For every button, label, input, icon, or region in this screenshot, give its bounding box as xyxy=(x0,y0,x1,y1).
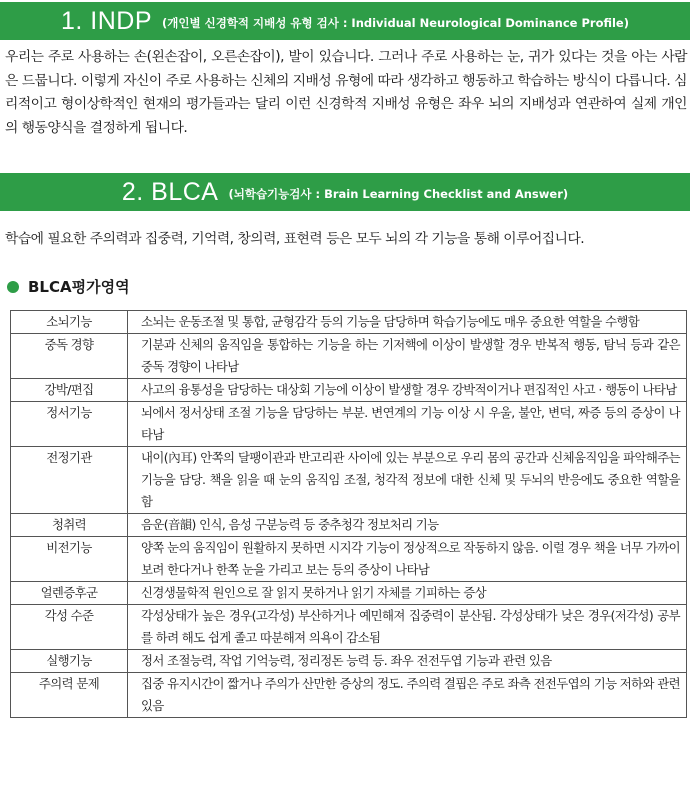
row-label: 주의력 문제 xyxy=(11,673,128,718)
evaluation-table xyxy=(10,310,687,718)
row-description: 신경생물학적 원인으로 잘 읽지 못하거나 읽기 자체를 기피하는 증상 xyxy=(128,582,687,605)
row-label: 강박/편집 xyxy=(11,379,128,402)
evaluation-heading-text: BLCA평가영역 xyxy=(28,278,130,296)
table-row xyxy=(11,334,687,379)
section-2-banner xyxy=(0,173,690,211)
row-label: 청취력 xyxy=(11,514,128,537)
row-description: 정서 조절능력, 작업 기억능력, 정리정돈 능력 등. 좌우 전전두엽 기능과 관련 있음 xyxy=(128,650,687,673)
table-row xyxy=(11,673,687,718)
section-2-subtitle: (뇌학습기능검사 : Brain Learning Checklist and Answer) xyxy=(228,187,569,201)
table-row xyxy=(11,605,687,650)
section-1-title: 1. INDP xyxy=(60,6,153,35)
table-row xyxy=(11,537,687,582)
section-2-paragraph: 학습에 필요한 주의력과 집중력, 기억력, 창의력, 표현력 등은 모두 뇌의 각 기능을 통해 이루어집니다. xyxy=(5,231,585,247)
row-description: 사고의 융통성을 담당하는 대상회 기능에 이상이 발생할 경우 강박적이거나 편집적인 사고 · 행동이 나타남 xyxy=(128,379,687,402)
row-description: 뇌에서 정서상태 조절 기능을 담당하는 부분. 변연계의 기능 이상 시 우울, 불안, 변덕, 짜증 등의 증상이 나타남 xyxy=(128,402,687,447)
table-row xyxy=(11,379,687,402)
row-description: 집중 유지시간이 짧거나 주의가 산만한 증상의 정도. 주의력 결핍은 주로 좌측 전전두엽의 기능 저하와 관련 있음 xyxy=(128,673,687,718)
row-description: 각성상태가 높은 경우(고각성) 부산하거나 예민해져 집중력이 분산됨. 각성상태가 낮은 경우(저각성) 공부를 하려 해도 쉽게 졸고 따분해져 의욕이 감소됨 xyxy=(128,605,687,650)
row-label: 전정기관 xyxy=(11,447,128,514)
section-1-banner xyxy=(0,2,690,40)
section-1-subtitle: (개인별 신경학적 지배성 유형 검사 : Individual Neurological Dominance Profile) xyxy=(162,16,629,30)
row-label: 소뇌기능 xyxy=(11,311,128,334)
row-label: 실행기능 xyxy=(11,650,128,673)
row-label: 각성 수준 xyxy=(11,605,128,650)
table-row xyxy=(11,447,687,514)
bullet-dot-icon xyxy=(7,281,19,293)
row-description: 내이(內耳) 안쪽의 달팽이관과 반고리관 사이에 있는 부분으로 우리 몸의 공간과 신체움직임을 파악해주는 기능을 담당. 책을 읽을 때 눈의 움직임 조절, 청각적 정보에 대한 신체 및 두뇌의 반응에도 중요한 역할을 함 xyxy=(128,447,687,514)
row-label: 얼렌증후군 xyxy=(11,582,128,605)
evaluation-heading xyxy=(7,276,130,297)
row-label: 중독 경향 xyxy=(11,334,128,379)
section-1-paragraph: 우리는 주로 사용하는 손(왼손잡이, 오른손잡이), 발이 있습니다. 그러나 주로 사용하는 눈, 귀가 있다는 것을 아는 사람은 드뭅니다. 이렇게 자신이 주로 사용하는 신체의 지배성 유형에 따라 생각하고 행동하고 학습하는 방식이 다릅니다. 심리적이고 형이상학적인 현재의 평가들과는 달리 이런 신경학적 지배성 유형은 좌우 뇌의 지배성과 연관하여 실제 개인의 행동양식을 결정하게 됩니다. xyxy=(5,49,687,136)
row-description: 음운(音韻) 인식, 음성 구분능력 등 중추청각 정보처리 기능 xyxy=(128,514,687,537)
row-label: 비전기능 xyxy=(11,537,128,582)
row-description: 소뇌는 운동조절 및 통합, 균형감각 등의 기능을 담당하며 학습기능에도 매우 중요한 역할을 수행함 xyxy=(128,311,687,334)
table-row xyxy=(11,582,687,605)
row-label: 정서기능 xyxy=(11,402,128,447)
table-row xyxy=(11,650,687,673)
table-row xyxy=(11,402,687,447)
section-2-title: 2. BLCA xyxy=(121,177,219,206)
row-description: 양쪽 눈의 움직임이 원활하지 못하면 시지각 기능이 정상적으로 작동하지 않음. 이럴 경우 책을 너무 가까이 보려 한다거나 한쪽 눈을 가리고 보는 등의 증상이 나타남 xyxy=(128,537,687,582)
table-row xyxy=(11,311,687,334)
table-row xyxy=(11,514,687,537)
row-description: 기분과 신체의 움직임을 통합하는 기능을 하는 기저핵에 이상이 발생할 경우 반복적 행동, 탐닉 등과 같은 중독 경향이 나타남 xyxy=(128,334,687,379)
